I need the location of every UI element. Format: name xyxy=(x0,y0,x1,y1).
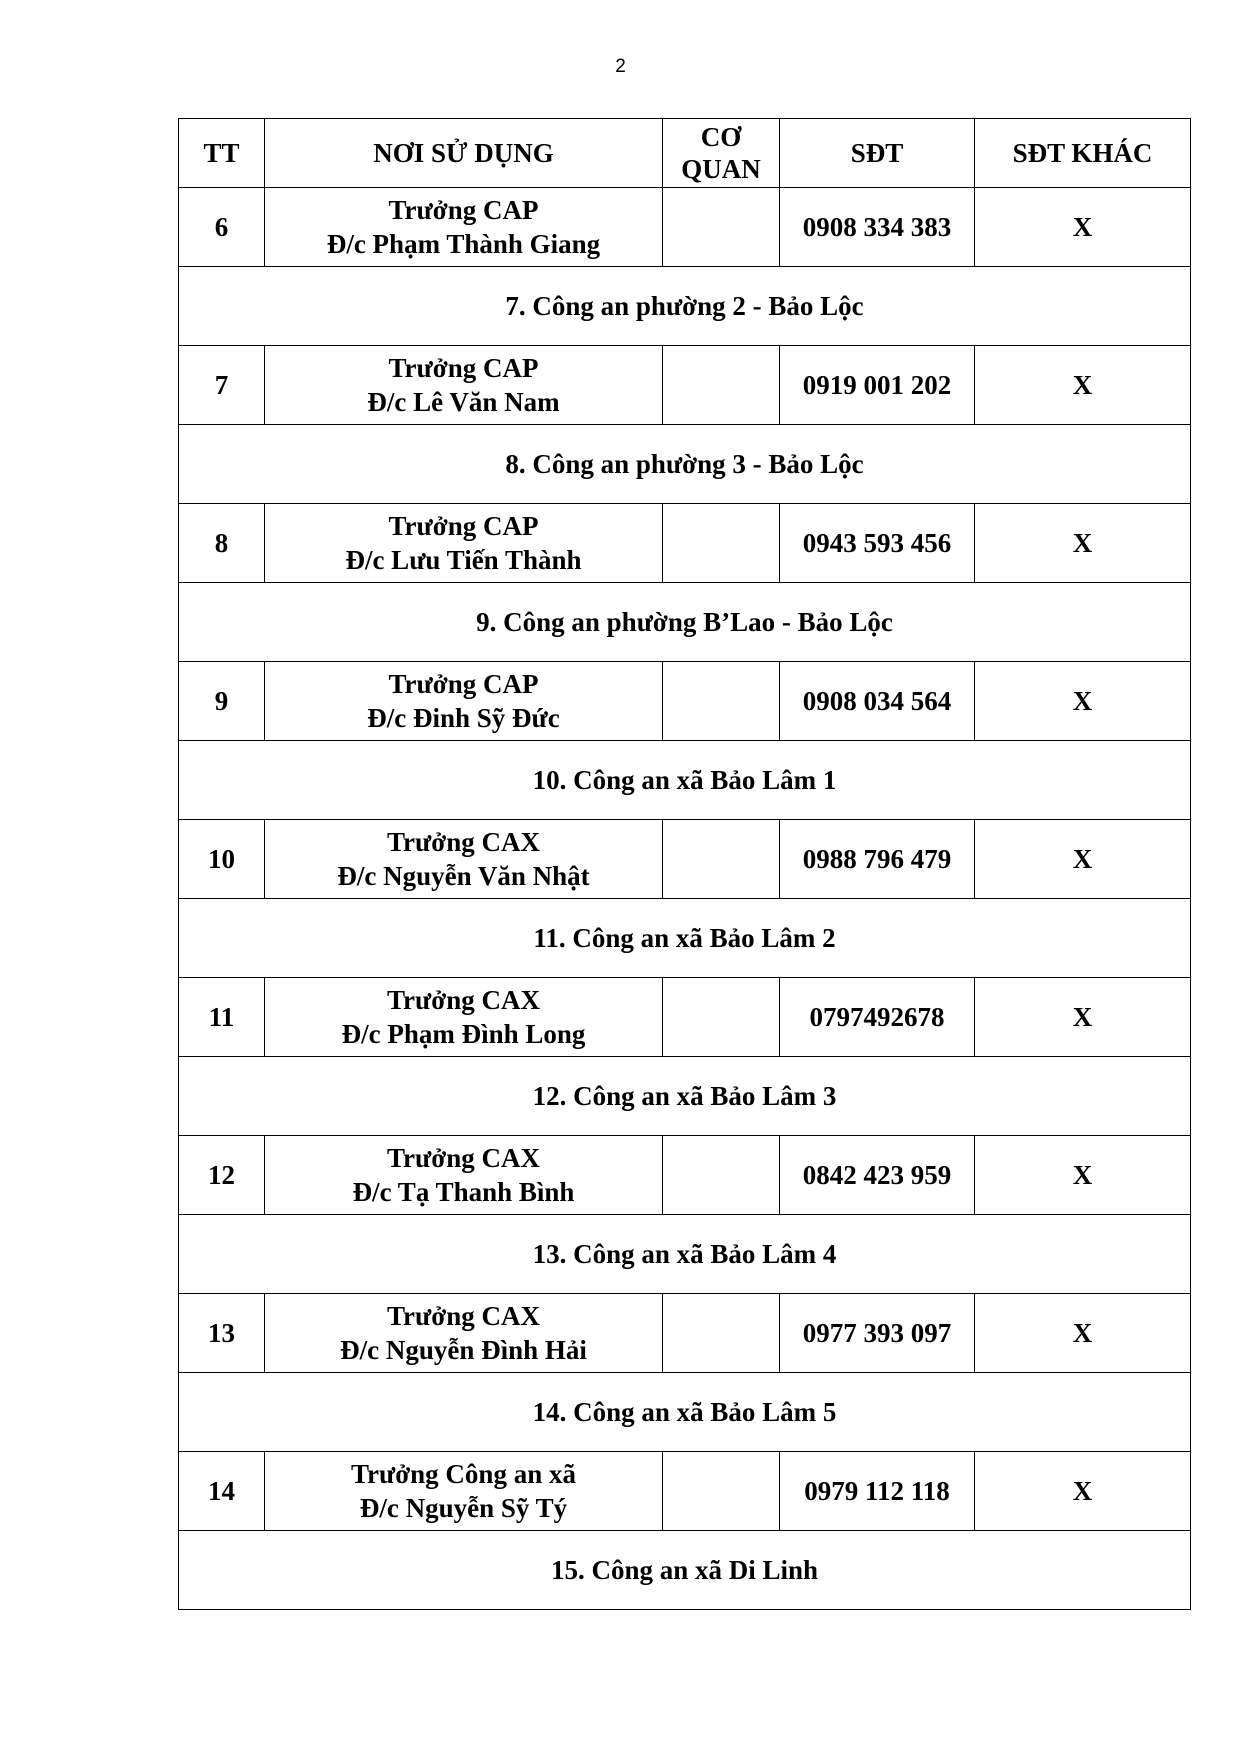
header-other-phone: SĐT KHÁC xyxy=(975,119,1191,188)
header-agency xyxy=(663,119,780,188)
table-row xyxy=(179,1452,1191,1531)
phone-number: 0908 034 564 xyxy=(780,662,975,741)
header-agency-line1: CƠ xyxy=(700,122,742,152)
section-row xyxy=(179,267,1191,346)
officer-name: Đ/c Nguyễn Đình Hải xyxy=(340,1335,587,1365)
section-title: 15. Công an xã Di Linh xyxy=(179,1531,1191,1610)
section-row xyxy=(179,1215,1191,1294)
other-phone-mark: X xyxy=(975,188,1191,267)
header-place: NƠI SỬ DỤNG xyxy=(265,119,663,188)
section-row xyxy=(179,425,1191,504)
agency-cell xyxy=(663,1294,780,1373)
officer-name: Đ/c Nguyễn Văn Nhật xyxy=(337,861,590,891)
other-phone-mark: X xyxy=(975,1452,1191,1531)
section-row xyxy=(179,899,1191,978)
phone-number: 0943 593 456 xyxy=(780,504,975,583)
header-agency-line2: QUAN xyxy=(681,154,761,184)
section-row xyxy=(179,1373,1191,1452)
other-phone-mark: X xyxy=(975,1136,1191,1215)
position-title: Trưởng CAP xyxy=(388,195,539,225)
officer-name: Đ/c Phạm Thành Giang xyxy=(326,229,601,259)
other-phone-mark: X xyxy=(975,504,1191,583)
header-phone: SĐT xyxy=(780,119,975,188)
position-title: Trưởng CAP xyxy=(388,669,539,699)
officer-name: Đ/c Lưu Tiến Thành xyxy=(345,545,582,575)
table-body xyxy=(179,188,1191,1610)
table-row xyxy=(179,1294,1191,1373)
phone-number: 0908 334 383 xyxy=(780,188,975,267)
phone-number: 0988 796 479 xyxy=(780,820,975,899)
section-title: 12. Công an xã Bảo Lâm 3 xyxy=(179,1057,1191,1136)
position-title: Trưởng CAX xyxy=(387,827,540,857)
phone-number: 0842 423 959 xyxy=(780,1136,975,1215)
agency-cell xyxy=(663,346,780,425)
section-title: 14. Công an xã Bảo Lâm 5 xyxy=(179,1373,1191,1452)
table-row xyxy=(179,346,1191,425)
phone-number: 0979 112 118 xyxy=(780,1452,975,1531)
place-cell xyxy=(265,662,663,741)
table-row xyxy=(179,1136,1191,1215)
section-row xyxy=(179,1057,1191,1136)
position-title: Trưởng CAX xyxy=(387,985,540,1015)
place-cell xyxy=(265,820,663,899)
agency-cell xyxy=(663,662,780,741)
row-number: 12 xyxy=(179,1136,265,1215)
table-header-row xyxy=(179,119,1191,188)
place-cell xyxy=(265,1136,663,1215)
agency-cell xyxy=(663,820,780,899)
section-row xyxy=(179,741,1191,820)
place-cell xyxy=(265,346,663,425)
position-title: Trưởng CAX xyxy=(387,1301,540,1331)
section-title: 9. Công an phường B’Lao - Bảo Lộc xyxy=(179,583,1191,662)
place-cell xyxy=(265,978,663,1057)
table-row xyxy=(179,662,1191,741)
row-number: 10 xyxy=(179,820,265,899)
row-number: 9 xyxy=(179,662,265,741)
officer-name: Đ/c Phạm Đình Long xyxy=(341,1019,586,1049)
other-phone-mark: X xyxy=(975,662,1191,741)
phone-number: 0797492678 xyxy=(780,978,975,1057)
row-number: 13 xyxy=(179,1294,265,1373)
other-phone-mark: X xyxy=(975,1294,1191,1373)
phone-number: 0977 393 097 xyxy=(780,1294,975,1373)
place-cell xyxy=(265,1294,663,1373)
agency-cell xyxy=(663,188,780,267)
section-row xyxy=(179,583,1191,662)
section-title: 8. Công an phường 3 - Bảo Lộc xyxy=(179,425,1191,504)
position-title: Trưởng Công an xã xyxy=(351,1459,576,1489)
other-phone-mark: X xyxy=(975,978,1191,1057)
row-number: 8 xyxy=(179,504,265,583)
row-number: 7 xyxy=(179,346,265,425)
officer-name: Đ/c Nguyễn Sỹ Tý xyxy=(359,1493,568,1523)
agency-cell xyxy=(663,978,780,1057)
place-cell xyxy=(265,504,663,583)
other-phone-mark: X xyxy=(975,346,1191,425)
table-row xyxy=(179,820,1191,899)
agency-cell xyxy=(663,1136,780,1215)
officer-name: Đ/c Đinh Sỹ Đức xyxy=(367,703,560,733)
row-number: 14 xyxy=(179,1452,265,1531)
row-number: 11 xyxy=(179,978,265,1057)
section-row xyxy=(179,1531,1191,1610)
section-title: 11. Công an xã Bảo Lâm 2 xyxy=(179,899,1191,978)
contact-table xyxy=(178,118,1191,1610)
section-title: 13. Công an xã Bảo Lâm 4 xyxy=(179,1215,1191,1294)
table-row xyxy=(179,504,1191,583)
header-tt: TT xyxy=(179,119,265,188)
agency-cell xyxy=(663,1452,780,1531)
section-title: 7. Công an phường 2 - Bảo Lộc xyxy=(179,267,1191,346)
officer-name: Đ/c Tạ Thanh Bình xyxy=(352,1177,575,1207)
position-title: Trưởng CAP xyxy=(388,353,539,383)
table-row xyxy=(179,978,1191,1057)
position-title: Trưởng CAX xyxy=(387,1143,540,1173)
position-title: Trưởng CAP xyxy=(388,511,539,541)
row-number: 6 xyxy=(179,188,265,267)
table-row xyxy=(179,188,1191,267)
place-cell xyxy=(265,188,663,267)
page-number: 2 xyxy=(615,56,626,77)
place-cell xyxy=(265,1452,663,1531)
section-title: 10. Công an xã Bảo Lâm 1 xyxy=(179,741,1191,820)
phone-number: 0919 001 202 xyxy=(780,346,975,425)
other-phone-mark: X xyxy=(975,820,1191,899)
officer-name: Đ/c Lê Văn Nam xyxy=(367,387,560,417)
agency-cell xyxy=(663,504,780,583)
